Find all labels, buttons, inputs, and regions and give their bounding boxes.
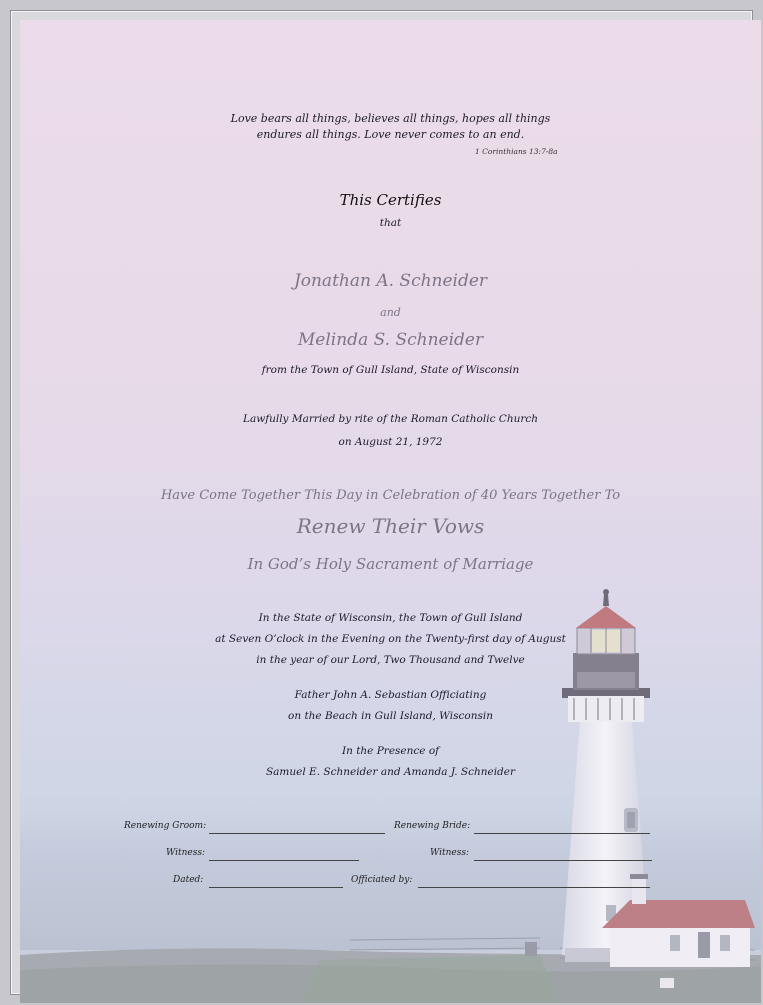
presence-line-2: Samuel E. Schneider and Amanda J. Schneider: [265, 766, 516, 778]
date-line[interactable]: [209, 887, 343, 888]
witness-2-signature-line[interactable]: [474, 860, 652, 861]
certificate-paper: [20, 20, 761, 1003]
renewal-title: Renew Their Vows: [296, 514, 485, 538]
and-text: and: [380, 306, 401, 319]
that-text: that: [379, 217, 402, 229]
certificate-title: This Certifies: [339, 191, 442, 209]
witness-1-signature-line[interactable]: [209, 860, 359, 861]
groom-signature-line[interactable]: [209, 833, 385, 834]
dated-label: Dated:: [173, 875, 204, 885]
ceremony-line-3: in the year of our Lord, Two Thousand and Twelve: [256, 654, 525, 666]
verse-line-1: Love bears all things, believes all things, hopes all things: [230, 112, 551, 125]
origin-text: from the Town of Gull Island, State of Wisconsin: [261, 364, 520, 376]
lighthouse-background-image: [20, 20, 761, 1003]
officiated-by-signature-line[interactable]: [418, 887, 650, 888]
bride-name: Melinda S. Schneider: [297, 330, 484, 350]
officiant-line-2: on the Beach in Gull Island, Wisconsin: [288, 710, 493, 722]
presence-line-1: In the Presence of: [341, 745, 440, 757]
sacrament-text: In God’s Holy Sacrament of Marriage: [247, 555, 534, 573]
verse-line-2: endures all things. Love never comes to an end.: [256, 128, 525, 141]
marriage-line-1: Lawfully Married by rite of the Roman Catholic Church: [242, 413, 539, 425]
officiated-by-label: Officiated by:: [351, 875, 413, 885]
ceremony-line-1: In the State of Wisconsin, the Town of Gull Island: [258, 612, 523, 624]
witness-1-label: Witness:: [166, 848, 205, 858]
bride-signature-label: Renewing Bride:: [394, 821, 471, 831]
bride-signature-line[interactable]: [474, 833, 650, 834]
ceremony-line-2: at Seven O’clock in the Evening on the Twenty-first day of August: [215, 633, 566, 645]
groom-name: Jonathan A. Schneider: [293, 271, 488, 291]
officiant-line-1: Father John A. Sebastian Officiating: [294, 689, 487, 701]
groom-signature-label: Renewing Groom:: [124, 821, 207, 831]
witness-2-label: Witness:: [430, 848, 469, 858]
renewal-intro: Have Come Together This Day in Celebration of 40 Years Together To: [160, 488, 621, 503]
verse-reference: 1 Corinthians 13:7-8a: [475, 147, 558, 156]
marriage-line-2: on August 21, 1972: [338, 436, 443, 448]
